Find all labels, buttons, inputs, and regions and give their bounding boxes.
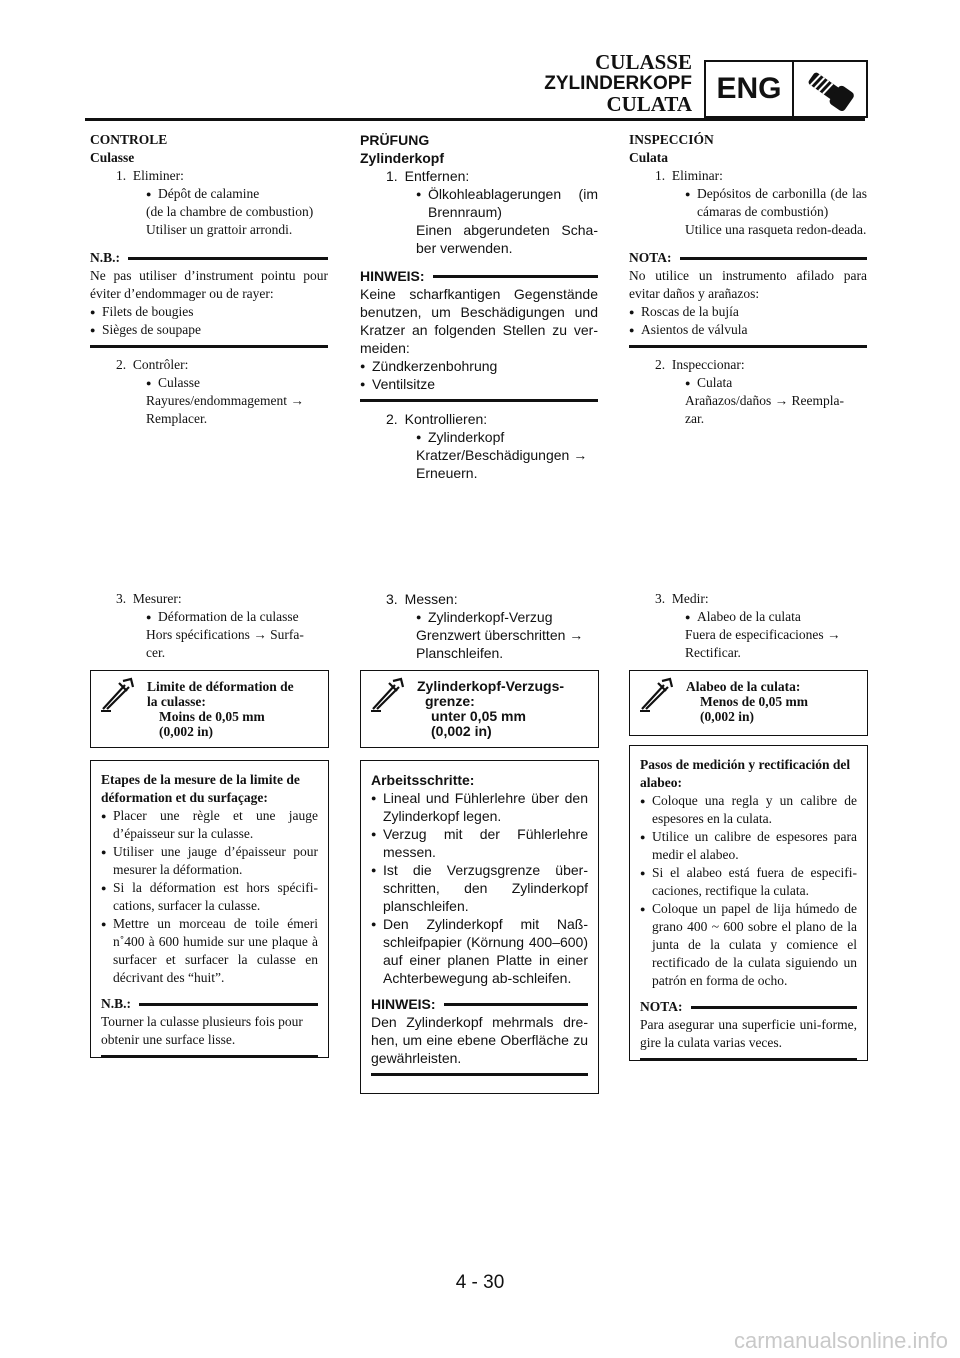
step-2-detail-2: zar. bbox=[685, 411, 705, 426]
note-heading bbox=[360, 267, 598, 285]
section-subheading: Zylinderkopf bbox=[360, 150, 445, 166]
spec-value-inch: (0,002 in) bbox=[431, 723, 492, 739]
note-bullet-1: ● Filets de bougies bbox=[90, 303, 328, 321]
note-text-2: Den Zylinderkopf mehrmals dre-hen, um eine ebene Oberfläche zu gewährleisten. bbox=[371, 1014, 588, 1066]
spec-text bbox=[147, 671, 294, 747]
section-heading: INSPECCIÓN bbox=[629, 132, 714, 147]
note-heading bbox=[629, 249, 867, 267]
procedure-step-3: ● Si la déformation est hors spécifi-cations, surfacer la culasse. bbox=[101, 879, 318, 915]
column-spanish-measure bbox=[629, 590, 867, 662]
step-1: 1. Eliminer: bbox=[116, 168, 184, 183]
procedure-box bbox=[360, 760, 599, 1094]
step-1-detail-2: Utiliser un grattoir arrondi. bbox=[146, 222, 293, 237]
step-3-detail: Fuera de especificaciones → bbox=[685, 627, 841, 642]
step-3-detail: Hors spécifications → Surfa- bbox=[146, 627, 304, 642]
note-label-2: N.B.: bbox=[101, 996, 131, 1011]
procedure-title: Etapes de la mesure de la limite de déformation et du surfaçage: bbox=[101, 772, 300, 805]
note-heading-2 bbox=[101, 995, 318, 1013]
spec-value-inch: (0,002 in) bbox=[700, 709, 754, 724]
step-3-detail-2: cer. bbox=[146, 645, 166, 660]
note-label: NOTA: bbox=[629, 250, 672, 265]
step-2-item: ● Zylinderkopf bbox=[360, 428, 598, 446]
section-subheading: Culasse bbox=[90, 150, 135, 165]
spec-box bbox=[90, 670, 329, 748]
note-end-rule-2 bbox=[101, 1055, 318, 1058]
step-2: 2. Inspeccionar: bbox=[655, 357, 745, 372]
note-end-rule-2 bbox=[640, 1058, 857, 1061]
note-end-rule bbox=[90, 345, 328, 348]
note-end-rule bbox=[360, 399, 598, 402]
note-heading-2 bbox=[371, 995, 588, 1013]
note-end-rule bbox=[629, 345, 867, 348]
step-3-detail-2: Rectificar. bbox=[685, 645, 741, 660]
procedure-step-4: ● Mettre un morceau de toile émeri n˚400 à 600 humide sur une plaque à surfacer et surfacer la culasse en décrivant des “huit”. bbox=[101, 915, 318, 987]
step-2-item: ● Culasse bbox=[90, 374, 328, 392]
feeler-gauge-icon bbox=[630, 671, 686, 735]
note-heading-2 bbox=[640, 998, 857, 1016]
note-text: No utilice un instrumento afilado para evitar daños y arañazos: bbox=[629, 268, 867, 301]
engine-bolt-icon bbox=[794, 62, 866, 116]
spec-value-inch: (0,002 in) bbox=[159, 724, 213, 739]
step-2-detail: Kratzer/Beschädigungen → bbox=[416, 447, 588, 463]
step-2: 2. Contrôler: bbox=[116, 357, 189, 372]
note-end-rule-2 bbox=[371, 1073, 588, 1076]
page-number: 4 - 30 bbox=[455, 1272, 505, 1293]
step-2-detail: Rayures/endommagement → bbox=[146, 393, 304, 408]
note-label-2: NOTA: bbox=[640, 999, 683, 1014]
procedure-step-4: ● Coloque un papel de lija húmedo de grano 400 ~ 600 sobre el plano de la junta de la culata y comience el rectificado de la culata siguiendo un patrón en forma de ocho. bbox=[640, 900, 857, 990]
note-bullet-1: ● Roscas de la bujía bbox=[629, 303, 867, 321]
procedure-step-3: ● Si el alabeo está fuera de especifi-caciones, rectifique la culata. bbox=[640, 864, 857, 900]
section-heading: PRÜFUNG bbox=[360, 132, 430, 148]
header-title-fr: CULASSE bbox=[595, 50, 692, 74]
step-1-item: ● Ölkohleablagerungen (im Brennraum) bbox=[360, 185, 598, 221]
step-3-detail-2: Planschleifen. bbox=[416, 645, 504, 661]
column-german bbox=[360, 131, 598, 482]
column-spanish bbox=[629, 131, 867, 428]
section-badge bbox=[704, 60, 868, 118]
step-3-item: ● Déformation de la culasse bbox=[90, 608, 328, 626]
spec-value: Menos de 0,05 mm bbox=[700, 694, 808, 709]
procedure-box bbox=[90, 760, 329, 1058]
procedure-step-2: ● Verzug mit der Fühlerlehre messen. bbox=[371, 825, 588, 861]
procedure-step-2: ● Utilice un calibre de espesores para medir el alabeo. bbox=[640, 828, 857, 864]
step-3-detail: Grenzwert überschritten → bbox=[416, 627, 584, 643]
note-label: HINWEIS: bbox=[360, 268, 425, 284]
watermark: carmanualsonline.info bbox=[733, 1328, 948, 1353]
step-3-item: ● Alabeo de la culata bbox=[629, 608, 867, 626]
spec-line-1: Limite de déformation de bbox=[147, 679, 294, 694]
header-rule bbox=[85, 118, 865, 121]
spec-value: Moins de 0,05 mm bbox=[159, 709, 265, 724]
note-text-2: Para asegurar una superficie uni-forme, gire la culata varias veces. bbox=[640, 1017, 857, 1050]
procedure-step-1: ● Coloque una regla y un calibre de espesores en la culata. bbox=[640, 792, 857, 828]
note-label-2: HINWEIS: bbox=[371, 996, 436, 1012]
column-french bbox=[90, 131, 328, 428]
step-1: 1. Entfernen: bbox=[386, 168, 470, 184]
step-3: 3. Mesurer: bbox=[116, 591, 182, 606]
procedure-box bbox=[629, 745, 868, 1061]
step-1-detail: (de la chambre de combustion) bbox=[146, 204, 314, 219]
step-2-item: ● Culata bbox=[629, 374, 867, 392]
section-subheading: Culata bbox=[629, 150, 669, 165]
spec-box bbox=[360, 670, 599, 748]
procedure-step-4: ● Den Zylinderkopf mit Naß-schleifpapier (Körnung 400–600) auf einer planen Platte in einer Achterbewegung ab-schleifen. bbox=[371, 915, 588, 987]
note-text: Keine scharfkantigen Gegenstände benutzen, um Beschädigungen und Kratzer an folgenden Stellen zu ver-meiden: bbox=[360, 286, 598, 356]
note-bullet-2: ● Sièges de soupape bbox=[90, 321, 328, 339]
section-heading: CONTROLE bbox=[90, 132, 168, 147]
column-german-measure bbox=[360, 590, 598, 662]
note-label: N.B.: bbox=[90, 250, 120, 265]
spec-box bbox=[629, 670, 868, 736]
spec-line-2: grenze: bbox=[425, 693, 475, 709]
procedure-step-1: ● Placer une règle et une jauge d’épaisseur sur la culasse. bbox=[101, 807, 318, 843]
header-title-es: CULATA bbox=[606, 92, 692, 116]
header-title-de: ZYLINDERKOPF bbox=[544, 73, 692, 94]
step-1-item: ● Depósitos de carbonilla (de las cámaras de combustión) bbox=[629, 185, 867, 221]
step-3-item: ● Zylinderkopf-Verzug bbox=[360, 608, 598, 626]
procedure-title: Pasos de medición y rectificación del alabeo: bbox=[640, 757, 851, 790]
procedure-step-2: ● Utiliser une jauge d’épaisseur pour mesurer la déformation. bbox=[101, 843, 318, 879]
step-3: 3. Medir: bbox=[655, 591, 709, 606]
step-2-detail: Arañazos/daños → Reempla- bbox=[685, 393, 844, 408]
feeler-gauge-icon bbox=[91, 671, 147, 747]
spec-line-2: la culasse: bbox=[147, 694, 206, 709]
note-bullet-2: ● Ventilsitze bbox=[360, 375, 598, 393]
note-text-2: Tourner la culasse plusieurs fois pour obtenir une surface lisse. bbox=[101, 1014, 303, 1047]
spec-line-1: Alabeo de la culata: bbox=[686, 679, 801, 694]
note-heading bbox=[90, 249, 328, 267]
step-3: 3. Messen: bbox=[386, 591, 458, 607]
step-2: 2. Kontrollieren: bbox=[386, 411, 488, 427]
step-1-detail: Einen abgerundeten Scha-ber verwenden. bbox=[416, 222, 598, 256]
spec-line-1: Zylinderkopf-Verzugs- bbox=[417, 678, 565, 694]
step-1-detail: Utilice una rasqueta redon-deada. bbox=[685, 222, 867, 237]
section-badge-label: ENG bbox=[706, 62, 794, 116]
step-1: 1. Eliminar: bbox=[655, 168, 723, 183]
note-text: Ne pas utiliser d’instrument pointu pour éviter d’endommager ou de rayer: bbox=[90, 268, 328, 301]
note-bullet-1: ● Zündkerzenbohrung bbox=[360, 357, 598, 375]
feeler-gauge-icon bbox=[361, 671, 417, 747]
step-2-detail-2: Erneuern. bbox=[416, 465, 478, 481]
spec-text bbox=[686, 671, 808, 735]
column-french-measure bbox=[90, 590, 328, 662]
note-bullet-2: ● Asientos de válvula bbox=[629, 321, 867, 339]
step-1-item: ● Dépôt de calamine bbox=[90, 185, 328, 203]
procedure-step-1: ● Lineal und Fühlerlehre über den Zylinderkopf legen. bbox=[371, 789, 588, 825]
spec-text bbox=[417, 671, 564, 747]
procedure-step-3: ● Ist die Verzugsgrenze über-schritten, den Zylinderkopf planschleifen. bbox=[371, 861, 588, 915]
spec-value: unter 0,05 mm bbox=[431, 708, 526, 724]
step-2-detail-2: Remplacer. bbox=[146, 411, 208, 426]
procedure-title: Arbeitsschritte: bbox=[371, 772, 475, 788]
